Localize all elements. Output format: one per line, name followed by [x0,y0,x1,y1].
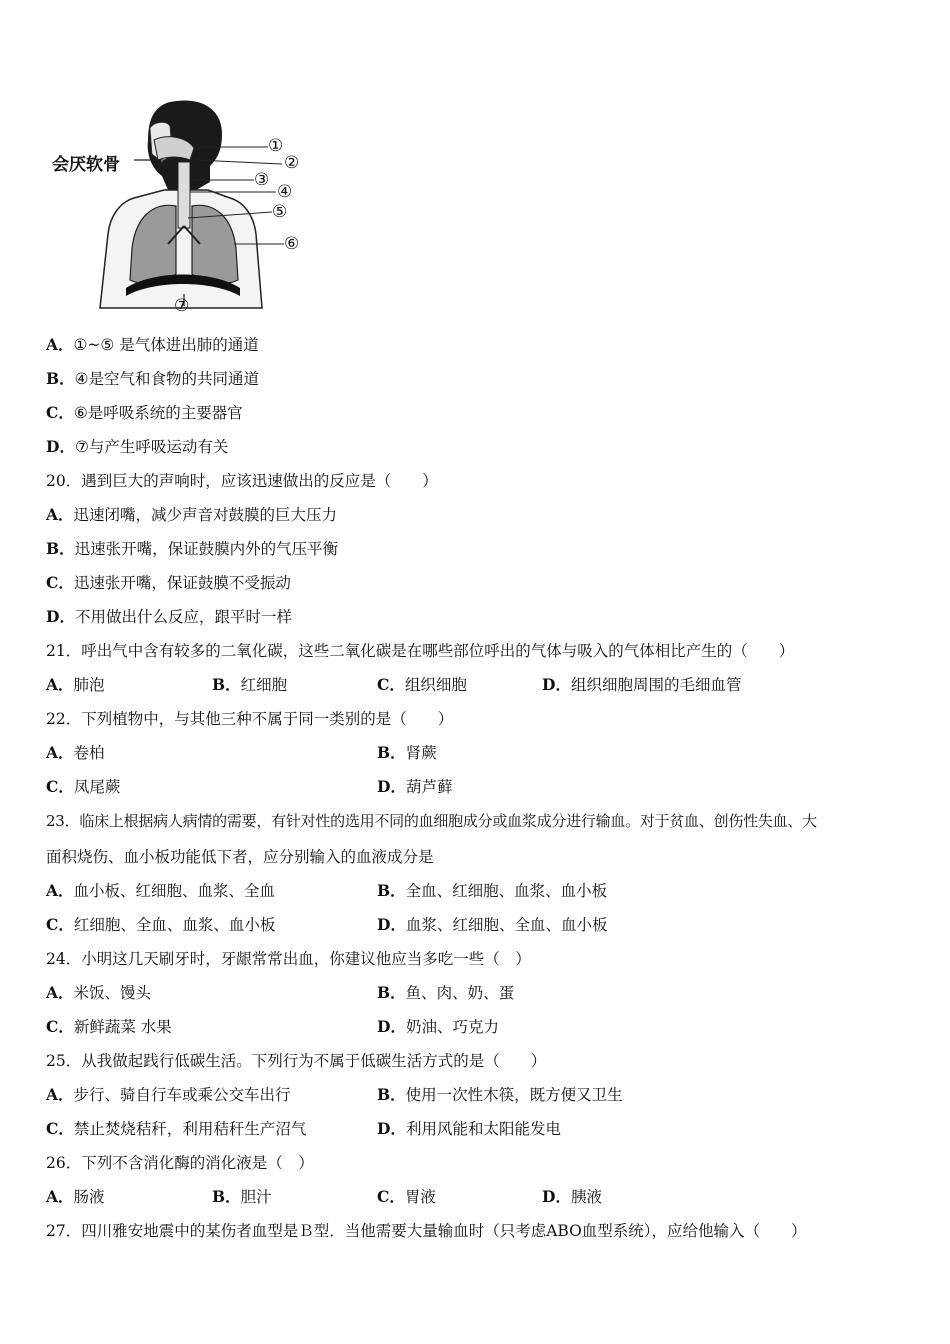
q20-option-a: A．迅速闭嘴，减少声音对鼓膜的巨大压力 [46,505,338,524]
q24-option-c: C．新鲜蔬菜 水果 [46,1017,172,1036]
q19-option-c: C．⑥是呼吸系统的主要器官 [46,403,243,422]
q22-option-b: B．肾蕨 [377,743,437,762]
epiglottis-label: 会厌软骨 [52,155,120,175]
q26-option-d: D．胰液 [542,1187,602,1206]
q25-option-c: C．禁止焚烧秸秆，利用秸秆生产沼气 [46,1119,307,1138]
q24-option-b: B．鱼、肉、奶、蛋 [377,983,515,1002]
marker-6: ⑥ [284,234,300,254]
marker-2: ② [284,153,300,173]
q20-stem: 20．遇到巨大的声响时，应该迅速做出的反应是（ ） [46,472,438,490]
respiratory-system-figure [50,98,320,320]
q20-option-b: B．迅速张开嘴，保证鼓膜内外的气压平衡 [46,539,339,558]
q22-option-c: C．凤尾蕨 [46,777,121,796]
q22-option-d: D．葫芦藓 [377,777,453,796]
q19-option-d: D．⑦与产生呼吸运动有关 [46,437,229,456]
marker-1: ① [268,136,284,156]
q21-option-d: D．组织细胞周围的毛细血管 [542,675,742,694]
q21-stem: 21．呼出气中含有较多的二氧化碳，这些二氧化碳是在哪些部位呼出的气体与吸入的气体相比产生的（ ） [46,642,795,660]
q23-option-a: A．血小板、红细胞、血浆、全血 [46,881,276,900]
q25-stem: 25．从我做起践行低碳生活。下列行为不属于低碳生活方式的是（ ） [46,1052,547,1070]
q26-option-b: B．胆汁 [212,1187,272,1206]
q25-option-d: D．利用风能和太阳能发电 [377,1119,561,1138]
q23-stem-line1: 23．临床上根据病人病情的需要，有针对性的选用不同的血细胞成分或血浆成分进行输血。对于贫血、创伤性失血、大 [46,812,817,830]
q26-option-a: A．肠液 [46,1187,105,1206]
q23-stem-line2: 面积烧伤、血小板功能低下者，应分别输入的血液成分是 [46,848,434,866]
q20-option-d: D．不用做出什么反应，跟平时一样 [46,607,292,626]
q21-option-a: A．肺泡 [46,675,105,694]
q23-option-d: D．血浆、红细胞、全血、血小板 [377,915,608,934]
q24-option-d: D．奶油、巧克力 [377,1017,499,1036]
q25-option-a: A．步行、骑自行车或乘公交车出行 [46,1085,291,1104]
q21-option-c: C．组织细胞 [377,675,467,694]
q24-option-a: A．米饭、馒头 [46,983,152,1002]
marker-3: ③ [254,170,270,190]
q26-option-c: C．胃液 [377,1187,436,1206]
q23-option-b: B．全血、红细胞、血浆、血小板 [377,881,608,900]
marker-4: ④ [277,182,293,202]
q21-option-b: B．红细胞 [212,675,288,694]
q22-option-a: A．卷柏 [46,743,105,762]
q26-stem: 26．下列不含消化酶的消化液是（ ） [46,1154,314,1172]
q27-stem: 27．四川雅安地震中的某伤者血型是Ｂ型．当他需要大量输血时（只考虑ABO血型系统），应给他输入（ ） [46,1222,807,1240]
q19-option-a: A．①~⑤ 是气体进出肺的通道 [46,335,259,354]
q25-option-b: B．使用一次性木筷，既方便又卫生 [377,1085,623,1104]
q20-option-c: C．迅速张开嘴，保证鼓膜不受振动 [46,573,291,592]
q23-option-c: C．红细胞、全血、血浆、血小板 [46,915,276,934]
q19-option-b: B．④是空气和食物的共同通道 [46,369,260,388]
q22-stem: 22．下列植物中，与其他三种不属于同一类别的是（ ） [46,710,454,728]
marker-5: ⑤ [272,202,288,222]
marker-7: ⑦ [174,296,190,316]
q24-stem: 24．小明这几天刷牙时，牙龈常常出血，你建议他应当多吃一些（ ） [46,950,531,968]
